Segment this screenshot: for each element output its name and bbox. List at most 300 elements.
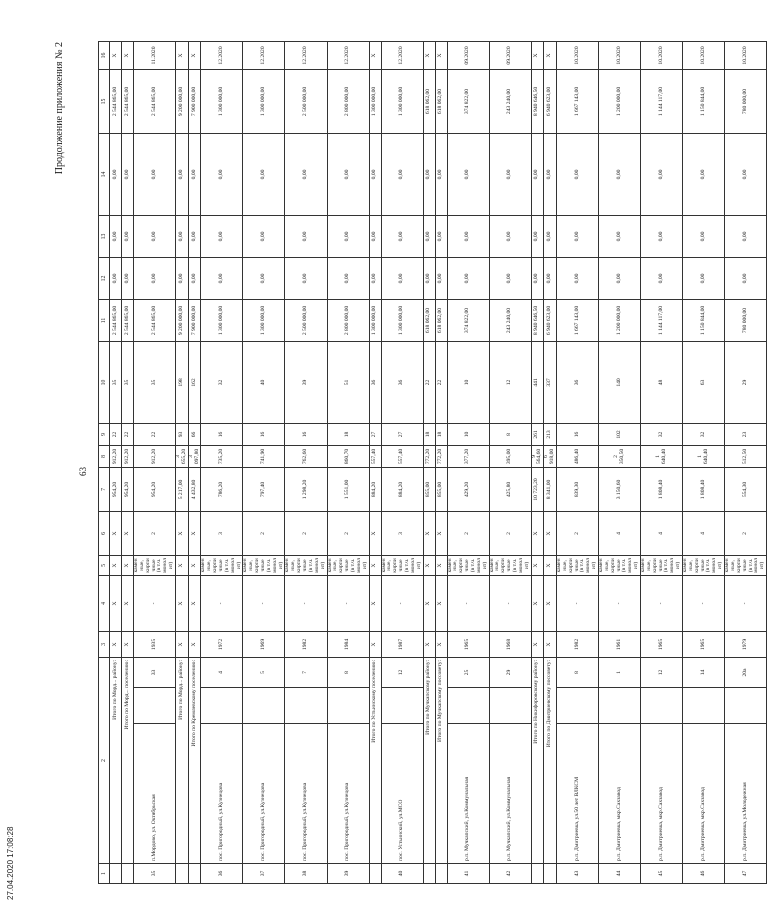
value-cell: 797,40 bbox=[243, 467, 285, 511]
value-cell: 9 200 000,00 bbox=[176, 69, 189, 133]
value-cell: 7 900 000,00 bbox=[188, 299, 201, 341]
value-cell: 772,20 bbox=[435, 445, 447, 467]
value-cell: 1 300 000,00 bbox=[243, 69, 285, 133]
value-cell: 1935 bbox=[134, 631, 176, 657]
value-cell: 762,60 bbox=[285, 445, 327, 467]
value-cell: 1 300 000,00 bbox=[201, 69, 243, 133]
value-cell: 855,00 bbox=[435, 467, 447, 511]
value-cell: 1 300 000,00 bbox=[369, 299, 381, 341]
value-cell: X bbox=[435, 555, 447, 575]
value-cell: 10 723,20 bbox=[531, 467, 544, 511]
value-cell: 441 bbox=[531, 341, 544, 423]
value-cell: каменные, кирпичные (в т.ч. монолит) bbox=[285, 555, 327, 575]
house-number-cell: 5 bbox=[243, 657, 285, 687]
value-cell: 16 bbox=[201, 423, 243, 445]
value-cell: 1965 bbox=[641, 631, 683, 657]
value-cell: 0,00 bbox=[327, 133, 369, 215]
house-number-cell: 12 bbox=[641, 657, 683, 687]
value-cell: 0,00 bbox=[201, 133, 243, 215]
value-cell: 0,00 bbox=[641, 215, 683, 257]
empty-cell bbox=[134, 688, 176, 724]
value-cell: 35 bbox=[134, 341, 176, 423]
value-cell: 213 bbox=[544, 423, 557, 445]
value-cell: 1 200 000,00 bbox=[599, 299, 641, 341]
row-number-cell: 41 bbox=[447, 864, 489, 884]
value-cell: - bbox=[599, 575, 641, 631]
table-row bbox=[327, 41, 369, 883]
row-number-cell bbox=[176, 864, 189, 884]
value-cell: каменные, кирпичные (в т.ч. монолит) bbox=[447, 555, 489, 575]
value-cell: X bbox=[369, 575, 381, 631]
empty-cell bbox=[489, 688, 531, 724]
value-cell: 0,00 bbox=[327, 215, 369, 257]
empty-cell bbox=[557, 688, 599, 724]
value-cell: - bbox=[447, 575, 489, 631]
value-cell: 374 822,00 bbox=[447, 299, 489, 341]
value-cell: X bbox=[423, 555, 435, 575]
column-number: 7 bbox=[99, 467, 110, 511]
value-cell: 2 500 000,00 bbox=[285, 69, 327, 133]
subtotal-label: Итого по Никифоровскому району: bbox=[531, 657, 544, 863]
value-cell: 884,20 bbox=[369, 467, 381, 511]
table-row bbox=[489, 41, 531, 883]
subtotal-label: Итого по Устьинскому поселению: bbox=[369, 657, 381, 863]
value-cell: 7 900 000,00 bbox=[188, 69, 201, 133]
row-number-cell: 39 bbox=[327, 864, 369, 884]
value-cell: 0,00 bbox=[599, 133, 641, 215]
value-cell: X bbox=[188, 631, 201, 657]
value-cell: 0,00 bbox=[557, 133, 599, 215]
value-cell: 10.2020 bbox=[641, 41, 683, 69]
value-cell: 5 217,00 bbox=[176, 467, 189, 511]
value-cell: 0,00 bbox=[369, 257, 381, 299]
value-cell: 1 808,40 bbox=[683, 467, 725, 511]
empty-cell bbox=[641, 688, 683, 724]
subtotal-label: Итого по Морд... району: bbox=[110, 657, 122, 863]
value-cell: 0,00 bbox=[285, 133, 327, 215]
house-number-cell: 29 bbox=[489, 657, 531, 687]
table-row bbox=[683, 41, 725, 883]
value-cell: - bbox=[201, 575, 243, 631]
subtotal-row bbox=[110, 41, 122, 883]
value-cell: каменные, кирпичные (в т.ч. монолит) bbox=[725, 555, 767, 575]
value-cell: 2 bbox=[285, 511, 327, 555]
value-cell: X bbox=[435, 631, 447, 657]
value-cell: 0,00 bbox=[725, 257, 767, 299]
value-cell: 554,30 bbox=[725, 467, 767, 511]
value-cell: 4 bbox=[683, 511, 725, 555]
print-timestamp: 27.04.2020 17:08:28 bbox=[6, 826, 15, 900]
value-cell: 0,00 bbox=[683, 133, 725, 215]
house-number-cell: 4 bbox=[201, 657, 243, 687]
value-cell: 786,20 bbox=[201, 467, 243, 511]
value-cell: 2 500 000,00 bbox=[285, 299, 327, 341]
value-cell: 0,00 bbox=[544, 215, 557, 257]
value-cell: 12.2020 bbox=[327, 41, 369, 69]
value-cell: X bbox=[176, 575, 189, 631]
value-cell: 618 062,00 bbox=[435, 69, 447, 133]
row-number-cell bbox=[188, 864, 201, 884]
value-cell: X bbox=[122, 511, 134, 555]
value-cell: 429,20 bbox=[447, 467, 489, 511]
house-number-cell: 1 bbox=[599, 657, 641, 687]
value-cell: 0,00 bbox=[176, 133, 189, 215]
value-cell: 4 bbox=[599, 511, 641, 555]
value-cell: каменные, кирпичные (в т.ч. монолит) bbox=[489, 555, 531, 575]
value-cell: 0,00 bbox=[134, 133, 176, 215]
row-number-cell bbox=[110, 864, 122, 884]
row-number-cell: 47 bbox=[725, 864, 767, 884]
value-cell: 1982 bbox=[557, 631, 599, 657]
value-cell: 12 bbox=[489, 341, 531, 423]
value-cell: X bbox=[544, 575, 557, 631]
value-cell: X bbox=[544, 631, 557, 657]
value-cell: 10.2020 bbox=[683, 41, 725, 69]
value-cell: 18 bbox=[327, 423, 369, 445]
table-row bbox=[557, 41, 599, 883]
value-cell: 8 bbox=[489, 423, 531, 445]
value-cell: 0,00 bbox=[176, 257, 189, 299]
value-cell: 0,00 bbox=[188, 133, 201, 215]
table-row bbox=[725, 41, 767, 883]
value-cell: 1 667 143,00 bbox=[557, 299, 599, 341]
value-cell: 22 bbox=[423, 341, 435, 423]
column-number: 9 bbox=[99, 423, 110, 445]
value-cell: 11.2020 bbox=[134, 41, 176, 69]
value-cell: 1969 bbox=[243, 631, 285, 657]
value-cell: 1 300 000,00 bbox=[381, 69, 423, 133]
value-cell: X bbox=[423, 511, 435, 555]
house-number-cell: 8 bbox=[327, 657, 369, 687]
value-cell: 0,00 bbox=[134, 215, 176, 257]
value-cell: 6 940 623,00 bbox=[544, 69, 557, 133]
value-cell: 557,40 bbox=[369, 445, 381, 467]
subtotal-label: Итого по Кремлевскому поселению: bbox=[188, 657, 201, 863]
value-cell: 912,20 bbox=[122, 445, 134, 467]
value-cell: 0,00 bbox=[188, 257, 201, 299]
value-cell: 16 bbox=[243, 423, 285, 445]
value-cell: 4 bbox=[641, 511, 683, 555]
value-cell: - bbox=[381, 575, 423, 631]
value-cell: 3 097,80 bbox=[188, 445, 201, 467]
subtotal-row bbox=[544, 41, 557, 883]
value-cell: 954,20 bbox=[134, 467, 176, 511]
empty-cell bbox=[683, 688, 725, 724]
row-number-cell bbox=[531, 864, 544, 884]
value-cell: 6 940 623,00 bbox=[544, 299, 557, 341]
value-cell: 8 940 646,50 bbox=[531, 69, 544, 133]
subtotal-row bbox=[435, 41, 447, 883]
value-cell: 912,20 bbox=[134, 445, 176, 467]
value-cell: 18 bbox=[423, 423, 435, 445]
value-cell: 0,00 bbox=[599, 257, 641, 299]
value-cell: 09.2020 bbox=[447, 41, 489, 69]
value-cell: 2 bbox=[243, 511, 285, 555]
value-cell: 63 bbox=[683, 341, 725, 423]
value-cell: 1972 bbox=[201, 631, 243, 657]
value-cell: 10 bbox=[447, 341, 489, 423]
value-cell: 0,00 bbox=[641, 133, 683, 215]
value-cell: 102 bbox=[599, 423, 641, 445]
house-number-cell: 14 bbox=[683, 657, 725, 687]
value-cell: 140 bbox=[599, 341, 641, 423]
value-cell: 618 062,00 bbox=[435, 299, 447, 341]
row-number-cell: 43 bbox=[557, 864, 599, 884]
subtotal-row bbox=[122, 41, 134, 883]
value-cell: 243 240,00 bbox=[489, 299, 531, 341]
value-cell: 243 240,00 bbox=[489, 69, 531, 133]
subtotal-row bbox=[188, 41, 201, 883]
value-cell: X bbox=[435, 511, 447, 555]
table-row bbox=[243, 41, 285, 883]
value-cell: X bbox=[423, 631, 435, 657]
value-cell: 0,00 bbox=[544, 133, 557, 215]
value-cell: 0,00 bbox=[188, 215, 201, 257]
address-cell: р.п. Мучкапский, ул.Коммунальная bbox=[489, 724, 531, 864]
value-cell: 10 bbox=[447, 423, 489, 445]
value-cell: 51 bbox=[327, 341, 369, 423]
value-cell: X bbox=[176, 555, 189, 575]
value-cell: 35 bbox=[110, 341, 122, 423]
value-cell: 618 062,00 bbox=[423, 69, 435, 133]
value-cell: 2 544 865,00 bbox=[122, 69, 134, 133]
value-cell: каменные, кирпичные (в т.ч. монолит) bbox=[599, 555, 641, 575]
value-cell: 0,00 bbox=[423, 133, 435, 215]
row-number-cell: 46 bbox=[683, 864, 725, 884]
value-cell: 860,70 bbox=[327, 445, 369, 467]
row-number-cell bbox=[369, 864, 381, 884]
value-cell: 36 bbox=[381, 341, 423, 423]
row-number-cell bbox=[435, 864, 447, 884]
value-cell: 2 544 865,00 bbox=[134, 299, 176, 341]
value-cell: 1961 bbox=[599, 631, 641, 657]
subtotal-row bbox=[369, 41, 381, 883]
value-cell: 3 bbox=[381, 511, 423, 555]
address-cell: р.п. Дмитриевка, ул.50 лет ВЛКСМ bbox=[557, 724, 599, 864]
column-number: 2 bbox=[99, 657, 110, 863]
empty-cell bbox=[447, 688, 489, 724]
value-cell: 4 432,80 bbox=[188, 467, 201, 511]
value-cell: - bbox=[641, 575, 683, 631]
value-cell: X bbox=[188, 555, 201, 575]
value-cell: 1968 bbox=[489, 631, 531, 657]
value-cell: 395,00 bbox=[489, 445, 531, 467]
value-cell: 261 bbox=[531, 423, 544, 445]
value-cell: 12.2020 bbox=[243, 41, 285, 69]
value-cell: 735,20 bbox=[201, 445, 243, 467]
value-cell: X bbox=[176, 631, 189, 657]
value-cell: - bbox=[134, 575, 176, 631]
address-cell: р.п. Дмитриевка, мкр.Сахзавод bbox=[599, 724, 641, 864]
value-cell: 0,00 bbox=[201, 257, 243, 299]
value-cell: 1982 bbox=[285, 631, 327, 657]
value-cell: 1 144 117,00 bbox=[641, 69, 683, 133]
value-cell: X bbox=[544, 511, 557, 555]
value-cell: 3 655,20 bbox=[176, 445, 189, 467]
value-cell: X bbox=[544, 41, 557, 69]
value-cell: 2 bbox=[447, 511, 489, 555]
value-cell: 2 bbox=[557, 511, 599, 555]
value-cell: - bbox=[683, 575, 725, 631]
value-cell: 22 bbox=[435, 341, 447, 423]
row-number-cell: 42 bbox=[489, 864, 531, 884]
empty-cell bbox=[285, 688, 327, 724]
value-cell: 0,00 bbox=[531, 257, 544, 299]
value-cell: X bbox=[122, 555, 134, 575]
value-cell: 10.2020 bbox=[725, 41, 767, 69]
value-cell: 954,20 bbox=[110, 467, 122, 511]
house-number-cell: 8 bbox=[557, 657, 599, 687]
value-cell: X bbox=[369, 555, 381, 575]
column-number: 4 bbox=[99, 575, 110, 631]
value-cell: 2 800 000,00 bbox=[327, 299, 369, 341]
value-cell: 0,00 bbox=[557, 257, 599, 299]
register-table bbox=[98, 41, 767, 884]
value-cell: X bbox=[122, 575, 134, 631]
value-cell: - bbox=[725, 575, 767, 631]
value-cell: 954,20 bbox=[122, 467, 134, 511]
column-number: 5 bbox=[99, 555, 110, 575]
value-cell: каменные, кирпичные (в т.ч. монолит) bbox=[381, 555, 423, 575]
table-row bbox=[201, 41, 243, 883]
value-cell: 12.2020 bbox=[201, 41, 243, 69]
value-cell: 1 150 844,00 bbox=[683, 299, 725, 341]
value-cell: 374 822,00 bbox=[447, 69, 489, 133]
value-cell: 35 bbox=[122, 341, 134, 423]
value-cell: X bbox=[531, 555, 544, 575]
value-cell: X bbox=[110, 41, 122, 69]
value-cell: 0,00 bbox=[447, 133, 489, 215]
value-cell: 1 300 000,00 bbox=[243, 299, 285, 341]
value-cell: X bbox=[122, 631, 134, 657]
value-cell: 40 bbox=[243, 341, 285, 423]
value-cell: 1987 bbox=[381, 631, 423, 657]
row-number-cell bbox=[122, 864, 134, 884]
value-cell: 0,00 bbox=[176, 215, 189, 257]
value-cell: каменные, кирпичные (в т.ч. монолит) bbox=[327, 555, 369, 575]
row-number-cell: 35 bbox=[134, 864, 176, 884]
value-cell: X bbox=[188, 575, 201, 631]
house-number-cell: 33 bbox=[134, 657, 176, 687]
column-number: 16 bbox=[99, 41, 110, 69]
value-cell: - bbox=[327, 575, 369, 631]
value-cell: 0,00 bbox=[369, 215, 381, 257]
value-cell: X bbox=[423, 41, 435, 69]
value-cell: 22 bbox=[134, 423, 176, 445]
value-cell: 0,00 bbox=[423, 257, 435, 299]
value-cell: 66 bbox=[188, 423, 201, 445]
value-cell: 1965 bbox=[683, 631, 725, 657]
value-cell: 1 150 844,00 bbox=[683, 69, 725, 133]
value-cell: 32 bbox=[641, 423, 683, 445]
row-number-cell: 36 bbox=[201, 864, 243, 884]
value-cell: 425,80 bbox=[489, 467, 531, 511]
value-cell: 780 000,00 bbox=[725, 69, 767, 133]
column-number: 3 bbox=[99, 631, 110, 657]
column-number: 12 bbox=[99, 257, 110, 299]
page-number: 63 bbox=[78, 467, 88, 476]
row-number-cell: 37 bbox=[243, 864, 285, 884]
row-number-cell: 44 bbox=[599, 864, 641, 884]
value-cell: 0,00 bbox=[489, 133, 531, 215]
value-cell: 32 bbox=[683, 423, 725, 445]
value-cell: 2 350,50 bbox=[599, 445, 641, 467]
value-cell: X bbox=[176, 511, 189, 555]
value-cell: 884,20 bbox=[381, 467, 423, 511]
empty-cell bbox=[201, 688, 243, 724]
value-cell: 1 300 000,00 bbox=[381, 299, 423, 341]
value-cell: 0,00 bbox=[285, 215, 327, 257]
value-cell: 855,00 bbox=[423, 467, 435, 511]
value-cell: 0,00 bbox=[489, 257, 531, 299]
row-number-cell bbox=[423, 864, 435, 884]
value-cell: 8 940 646,50 bbox=[531, 299, 544, 341]
value-cell: 1979 bbox=[725, 631, 767, 657]
value-cell: X bbox=[188, 511, 201, 555]
address-cell: пос. Устьинский, ул.МСО bbox=[381, 724, 423, 864]
value-cell: 486,40 bbox=[557, 445, 599, 467]
value-cell: X bbox=[122, 41, 134, 69]
table-row bbox=[381, 41, 423, 883]
value-cell: 0,00 bbox=[381, 215, 423, 257]
empty-cell bbox=[381, 688, 423, 724]
value-cell: 48 bbox=[641, 341, 683, 423]
value-cell: каменные, кирпичные (в т.ч. монолит) bbox=[683, 555, 725, 575]
value-cell: 0,00 bbox=[531, 133, 544, 215]
value-cell: 1 667 143,00 bbox=[557, 69, 599, 133]
value-cell: 0,00 bbox=[285, 257, 327, 299]
value-cell: 0,00 bbox=[243, 133, 285, 215]
value-cell: 27 bbox=[369, 423, 381, 445]
subtotal-label: Итого по Мучкапскому поссовету: bbox=[435, 657, 447, 863]
value-cell: 0,00 bbox=[110, 133, 122, 215]
address-cell: пос. Пригородный, ул.Кузнецова bbox=[327, 724, 369, 864]
column-number: 14 bbox=[99, 133, 110, 215]
subtotal-row bbox=[531, 41, 544, 883]
value-cell: 0,00 bbox=[599, 215, 641, 257]
address-cell: пос. Пригородный, ул.Кузнецова bbox=[285, 724, 327, 864]
value-cell: 36 bbox=[557, 341, 599, 423]
house-number-cell: 12 bbox=[381, 657, 423, 687]
value-cell: каменные, кирпичные (в т.ч. монолит) bbox=[243, 555, 285, 575]
empty-cell bbox=[725, 688, 767, 724]
value-cell: X bbox=[110, 631, 122, 657]
column-number: 8 bbox=[99, 445, 110, 467]
value-cell: 912,20 bbox=[110, 445, 122, 467]
value-cell: 0,00 bbox=[725, 133, 767, 215]
header-row bbox=[99, 41, 110, 883]
value-cell: 780 000,00 bbox=[725, 299, 767, 341]
value-cell: X bbox=[531, 575, 544, 631]
column-number: 15 bbox=[99, 69, 110, 133]
value-cell: 0,00 bbox=[544, 257, 557, 299]
value-cell: 9 200 000,00 bbox=[176, 299, 189, 341]
table-row bbox=[134, 41, 176, 883]
value-cell: 1 808,40 bbox=[641, 467, 683, 511]
value-cell: 2 bbox=[134, 511, 176, 555]
table-row bbox=[447, 41, 489, 883]
value-cell: 0,00 bbox=[381, 133, 423, 215]
value-cell: 9 564,60 bbox=[531, 445, 544, 467]
subtotal-row bbox=[423, 41, 435, 883]
value-cell: каменные, кирпичные (в т.ч. монолит) bbox=[557, 555, 599, 575]
value-cell: 12.2020 bbox=[381, 41, 423, 69]
subtotal-row bbox=[176, 41, 189, 883]
address-cell: р.п. Дмитриевка, ул.Молодежная bbox=[725, 724, 767, 864]
value-cell: - bbox=[243, 575, 285, 631]
value-cell: 16 bbox=[285, 423, 327, 445]
value-cell: 18 bbox=[435, 423, 447, 445]
